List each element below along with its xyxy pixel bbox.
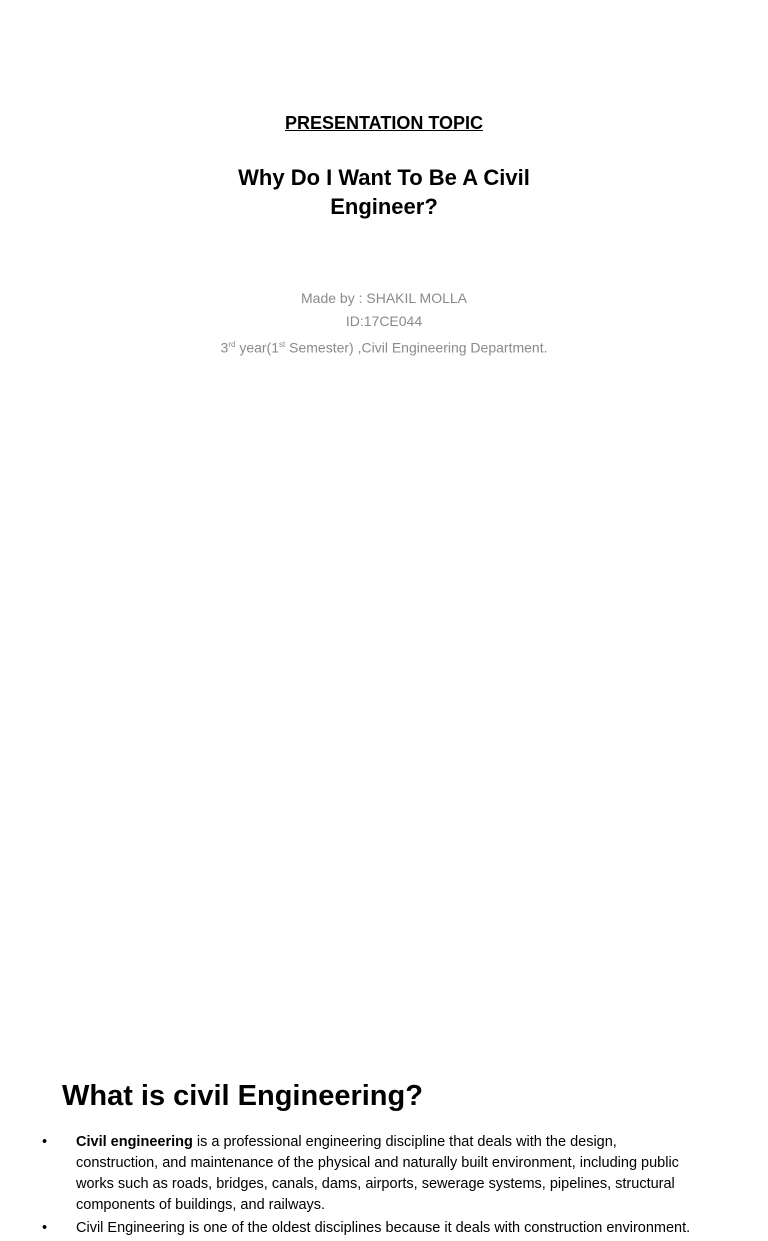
made-by-line: Made by : SHAKIL MOLLA (301, 290, 467, 306)
year-number: 3 (220, 339, 229, 356)
bullet-item (42, 1218, 702, 1239)
slide-title (0, 0, 768, 512)
slide-heading: What is civil Engineering? (62, 1080, 423, 1112)
year-ordinal-suffix: rd (228, 340, 236, 349)
bullet-point: • (42, 1134, 48, 1150)
student-id-line: ID:17CE044 (345, 313, 423, 329)
semester-ordinal-suffix: st (279, 340, 286, 349)
bullet-item (42, 1132, 702, 1216)
bullet-term: Civil engineering (76, 1134, 193, 1150)
year-department-line (0, 333, 768, 360)
presentation-topic-label: PRESENTATION TOPIC (284, 113, 484, 133)
bullet-list (42, 1132, 702, 1241)
bullet-text: is a professional engineering discipline that deals with the design, construction, and maintenance of the physical and naturally built environment, including public works such as roads, bridges, canals, dams, airports, sewerage systems, pipelines, structural components of buildings, and railways. (76, 1134, 679, 1213)
bullet-point: • (42, 1220, 48, 1236)
bullet-text: Civil Engineering is one of the oldest disciplines because it deals with construction environment. (76, 1220, 691, 1236)
department-text: Semester) ,Civil Engineering Department. (285, 339, 548, 356)
slide-definition (0, 512, 768, 1236)
year-middle-text: year(1 (235, 339, 280, 356)
author-info (0, 287, 768, 360)
presentation-title: Why Do I Want To Be A Civil Engineer? (238, 165, 530, 219)
